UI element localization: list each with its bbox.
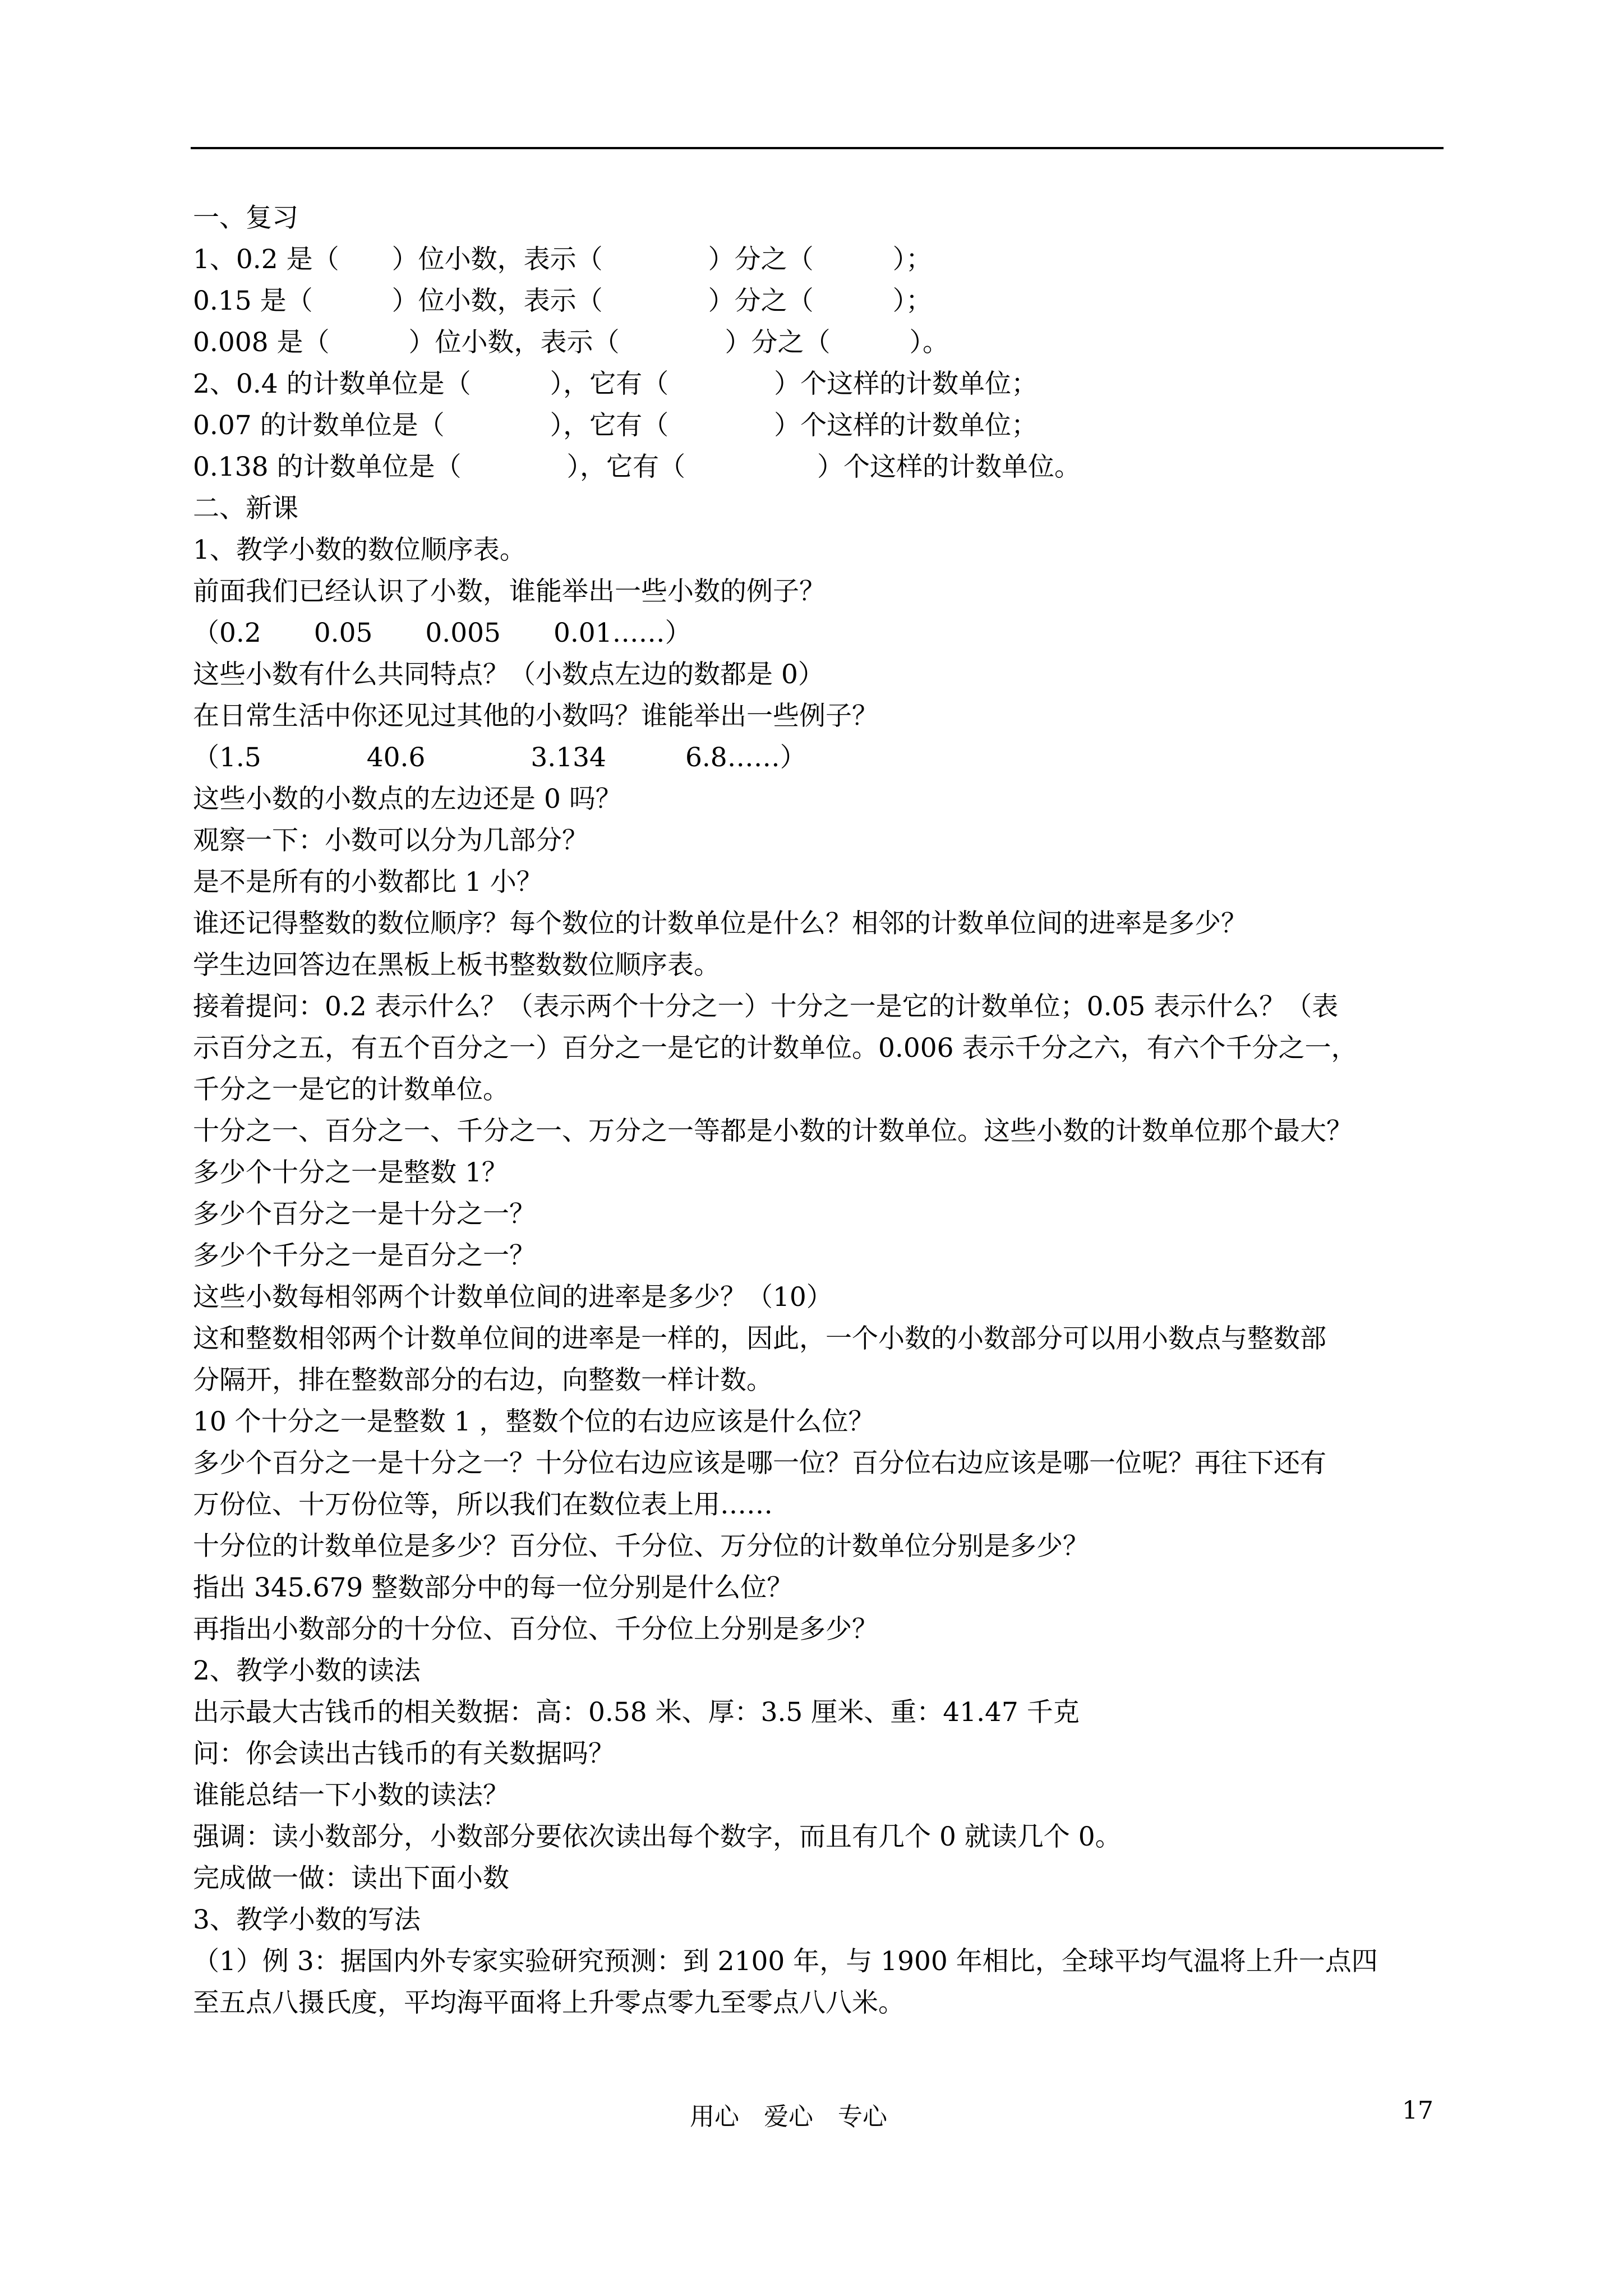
text-line: 10 个十分之一是整数 1 ，整数个位的右边应该是什么位？: [193, 1406, 875, 1437]
text-line: 这些小数有什么共同特点？（小数点左边的数都是 0）: [193, 659, 824, 690]
text-line: 前面我们已经认识了小数，谁能举出一些小数的例子？: [193, 576, 826, 607]
subsection-heading: 3、教学小数的写法: [193, 1904, 421, 1935]
text-line: 谁还记得整数的数位顺序？每个数位的计数单位是什么？相邻的计数单位间的进率是多少？: [193, 908, 1247, 939]
text-line: 谁能总结一下小数的读法？: [193, 1780, 509, 1811]
text-line: 这和整数相邻两个计数单位间的进率是一样的，因此，一个小数的小数部分可以用小数点与整数部: [193, 1323, 1326, 1354]
text-line: 学生边回答边在黑板上板书整数数位顺序表。: [193, 950, 720, 981]
text-line: 强调：读小数部分，小数部分要依次读出每个数字，而且有几个 0 就读几个 0。: [193, 1821, 1122, 1852]
text-line: 多少个百分之一是十分之一？: [193, 1199, 536, 1230]
text-line: 示百分之五，有五个百分之一）百分之一是它的计数单位。0.006 表示千分之六，有六个千分之一，: [193, 1033, 1358, 1064]
text-line: 1、0.2 是（ ）位小数，表示（ ）分之（ ）；: [193, 244, 933, 275]
text-line: （1）例 3：据国内外专家实验研究预测：到 2100 年，与 1900 年相比，全球平均气温将上升一点四: [193, 1946, 1378, 1977]
page-number: 17: [1402, 2096, 1433, 2125]
text-line: 千分之一是它的计数单位。: [193, 1074, 509, 1105]
text-line: （1.5 40.6 3.134 6.8……）: [193, 742, 806, 773]
section-heading-review: 一、复习: [193, 203, 298, 233]
text-line: 出示最大古钱币的相关数据：高：0.58 米、厚：3.5 厘米、重：41.47 千克: [193, 1697, 1080, 1728]
text-line: 0.07 的计数单位是（ ），它有（ ）个这样的计数单位；: [193, 410, 1038, 441]
subsection-heading: 1、教学小数的数位顺序表。: [193, 535, 526, 565]
text-line: 接着提问：0.2 表示什么？（表示两个十分之一）十分之一是它的计数单位；0.05 表示什么？（表: [193, 991, 1339, 1022]
text-line: 2、0.4 的计数单位是（ ），它有（ ）个这样的计数单位；: [193, 369, 1038, 399]
text-line: 多少个百分之一是十分之一？十分位右边应该是哪一位？百分位右边应该是哪一位呢？再往下还有: [193, 1448, 1326, 1479]
text-line: 至五点八摄氏度，平均海平面将上升零点零九至零点八八米。: [193, 1987, 905, 2018]
text-line: 是不是所有的小数都比 1 小？: [193, 867, 543, 898]
header-rule: [191, 147, 1444, 149]
subsection-heading: 2、教学小数的读法: [193, 1655, 421, 1686]
text-line: 问：你会读出古钱币的有关数据吗？: [193, 1738, 615, 1769]
text-line: 0.15 是（ ）位小数，表示（ ）分之（ ）；: [193, 286, 933, 316]
text-line: 指出 345.679 整数部分中的每一位分别是什么位？: [193, 1572, 794, 1603]
text-line: 分隔开，排在整数部分的右边，向整数一样计数。: [193, 1365, 773, 1396]
text-line: 再指出小数部分的十分位、百分位、千分位上分别是多少？: [193, 1614, 878, 1645]
text-line: 观察一下：小数可以分为几部分？: [193, 825, 588, 856]
text-line: 十分之一、百分之一、千分之一、万分之一等都是小数的计数单位。这些小数的计数单位那个最大？: [193, 1116, 1353, 1147]
text-line: 多少个千分之一是百分之一？: [193, 1240, 536, 1271]
text-line: 这些小数每相邻两个计数单位间的进率是多少？（10）: [193, 1282, 833, 1313]
text-line: 这些小数的小数点的左边还是 0 吗？: [193, 784, 622, 815]
text-line: 万份位、十万份位等，所以我们在数位表上用……: [193, 1489, 773, 1520]
document-body: [193, 197, 1449, 2024]
text-line: （0.2 0.05 0.005 0.01……）: [193, 618, 691, 648]
text-line: 十分位的计数单位是多少？百分位、千分位、万分位的计数单位分别是多少？: [193, 1531, 1089, 1562]
text-line: 0.008 是（ ）位小数，表示（ ）分之（ ）。: [193, 327, 949, 358]
text-line: 0.138 的计数单位是（ ），它有（ ）个这样的计数单位。: [193, 452, 1081, 482]
footer-motto: 用心 爱心 专心: [690, 2102, 887, 2131]
text-line: 在日常生活中你还见过其他的小数吗？谁能举出一些例子？: [193, 701, 878, 731]
section-heading-new-lesson: 二、新课: [193, 493, 298, 524]
text-line: 完成做一做：读出下面小数: [193, 1863, 509, 1894]
text-line: 多少个十分之一是整数 1？: [193, 1157, 508, 1188]
